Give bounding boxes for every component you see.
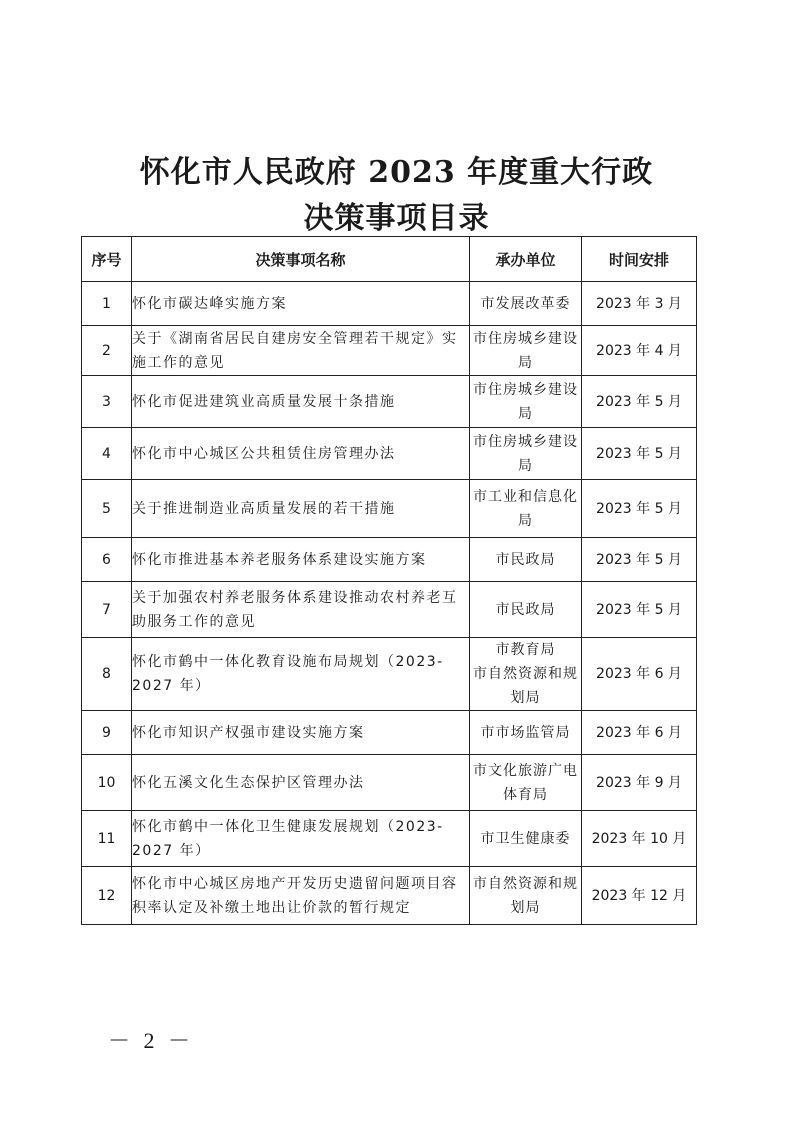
row-time: 2023 年 4 月 [582,326,697,376]
table-row [82,538,697,582]
row-time: 2023 年 9 月 [582,755,697,811]
row-unit: 市市场监管局 [470,711,582,755]
header-item-name: 决策事项名称 [132,237,470,282]
table-header-row [82,237,697,282]
row-item-name: 怀化市中心城区房地产开发历史遗留问题项目容积率认定及补缴土地出让价款的暂行规定 [132,867,470,925]
row-item-name: 怀化市知识产权强市建设实施方案 [132,711,470,755]
decision-catalog-table [81,236,697,925]
row-serial: 3 [82,376,132,428]
table-row [82,755,697,811]
row-serial: 11 [82,811,132,867]
table-row [82,326,697,376]
row-time: 2023 年 5 月 [582,376,697,428]
row-item-name: 怀化市推进基本养老服务体系建设实施方案 [132,538,470,582]
row-serial: 1 [82,282,132,326]
row-time: 2023 年 5 月 [582,428,697,480]
row-serial: 4 [82,428,132,480]
row-item-name: 怀化市中心城区公共租赁住房管理办法 [132,428,470,480]
page-number: － 2 － [108,1028,195,1053]
row-serial: 7 [82,582,132,638]
table-row [82,811,697,867]
row-unit: 市住房城乡建设局 [470,428,582,480]
row-unit: 市住房城乡建设局 [470,376,582,428]
row-serial: 10 [82,755,132,811]
row-serial: 8 [82,638,132,711]
row-time: 2023 年 5 月 [582,538,697,582]
row-item-name: 怀化市碳达峰实施方案 [132,282,470,326]
table-row [82,711,697,755]
row-item-name: 怀化市鹤中一体化卫生健康发展规划（2023-2027 年） [132,811,470,867]
row-item-name: 怀化市促进建筑业高质量发展十条措施 [132,376,470,428]
row-time: 2023 年 5 月 [582,480,697,538]
row-unit: 市文化旅游广电体育局 [470,755,582,811]
table-row [82,428,697,480]
table-row [82,867,697,925]
row-time: 2023 年 6 月 [582,711,697,755]
table-row [82,582,697,638]
row-serial: 2 [82,326,132,376]
row-item-name: 怀化五溪文化生态保护区管理办法 [132,755,470,811]
row-unit: 市民政局 [470,538,582,582]
row-time: 2023 年 10 月 [582,811,697,867]
title-line-1: 怀化市人民政府 2023 年度重大行政 [139,155,654,190]
title-line-2: 决策事项目录 [303,201,490,236]
row-time: 2023 年 12 月 [582,867,697,925]
row-serial: 12 [82,867,132,925]
row-serial: 9 [82,711,132,755]
row-item-name: 关于推进制造业高质量发展的若干措施 [132,480,470,538]
row-serial: 6 [82,538,132,582]
header-serial: 序号 [82,237,132,282]
row-serial: 5 [82,480,132,538]
row-time: 2023 年 3 月 [582,282,697,326]
header-unit: 承办单位 [470,237,582,282]
table-row [82,480,697,538]
header-time: 时间安排 [582,237,697,282]
row-unit: 市民政局 [470,582,582,638]
row-unit: 市住房城乡建设局 [470,326,582,376]
row-unit: 市工业和信息化局 [470,480,582,538]
row-unit: 市自然资源和规划局 [470,867,582,925]
page-title [0,150,793,242]
row-item-name: 关于加强农村养老服务体系建设推动农村养老互助服务工作的意见 [132,582,470,638]
table-body [82,282,697,925]
row-item-name: 怀化市鹤中一体化教育设施布局规划（2023-2027 年） [132,638,470,711]
table-row [82,376,697,428]
row-unit: 市卫生健康委 [470,811,582,867]
row-time: 2023 年 6 月 [582,638,697,711]
row-unit: 市教育局 市自然资源和规划局 [470,638,582,711]
row-unit: 市发展改革委 [470,282,582,326]
table-row [82,282,697,326]
table-row [82,638,697,711]
row-time: 2023 年 5 月 [582,582,697,638]
row-item-name: 关于《湖南省居民自建房安全管理若干规定》实施工作的意见 [132,326,470,376]
